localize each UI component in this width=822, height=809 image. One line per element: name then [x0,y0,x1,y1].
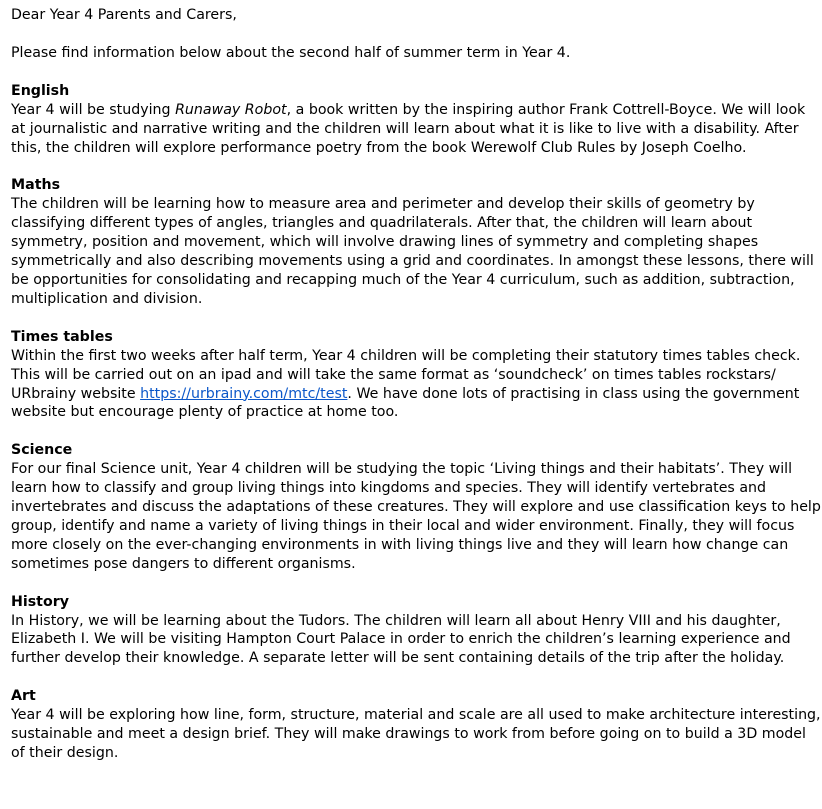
science-heading: Science [11,442,73,459]
times-tables-heading: Times tables [11,328,113,345]
times-tables-paragraph [11,347,822,423]
intro-paragraph: Please find information below about the second half of summer term in Year 4. [11,44,571,61]
maths-heading: Maths [11,177,61,194]
spacer [11,668,822,687]
spacer [11,574,822,593]
english-text-before: Year 4 will be studying [11,101,176,118]
times-tables-text-after: . We have done lots of practising in class using the government website but encourage plenty of practice at home too. [11,385,800,421]
english-book-title: Runaway Robot [175,101,287,118]
greeting: Dear Year 4 Parents and Carers, [11,7,237,23]
history-paragraph: In History, we will be learning about the Tudors. The children will learn all about Henry VIII and his daughter, Elizabeth I. We will be visiting Hampton Court Palace in order to enrich the children’s learning experience and further develop their knowledge. A separate letter will be sent containing details of the trip after the holiday. [11,612,791,667]
english-paragraph [11,101,822,158]
history-heading: History [11,593,69,610]
spacer [11,63,822,82]
urbrainy-link[interactable]: https://urbrainy.com/mtc/test [140,385,348,402]
art-heading: Art [11,688,36,705]
spacer [11,25,822,44]
english-text-after: , a book written by the inspiring author Frank Cottrell-Boyce. We will look at journalistic and narrative writing and the children will learn about what it is like to live with a disability. After this, the children will explore performance poetry from the book Werewolf Club Rules by Joseph Coelho. [11,101,806,156]
spacer [11,157,822,176]
science-paragraph: For our final Science unit, Year 4 children will be studying the topic ‘Living things and their habitats’. They will learn how to classify and group living things into kingdoms and species. They will identify vertebrates and invertebrates and discuss the adaptations of these creatures. They will explore and use classification keys to help group, identify and name a variety of living things in their local and wider environment. Finally, they will focus more closely on the ever-changing environments in with living things live and they will learn how change can sometimes pose dangers to different organisms. [11,461,821,572]
english-heading: English [11,82,70,99]
times-tables-text-before: Within the first two weeks after half term, Year 4 children will be completing their statutory times tables check. This will be carried out on an ipad and will take the same format as ‘soundcheck’ on times tables rockstars/ URbrainy website [11,347,801,402]
maths-paragraph: The children will be learning how to measure area and perimeter and develop their skills of geometry by classifying different types of angles, triangles and quadrilaterals. After that, the children will learn about symmetry, position and movement, which will involve drawing lines of symmetry and completing shapes symmetrically and also describing movements using a grid and coordinates. In amongst these lessons, there will be opportunities for consolidating and recapping much of the Year 4 curriculum, such as addition, subtraction, multiplication and division. [11,196,814,307]
art-paragraph: Year 4 will be exploring how line, form, structure, material and scale are all used to make architecture interesting, sustainable and meet a design brief. They will make drawings to work from before going on to build a 3D model of their design. [11,707,821,761]
spacer [11,309,822,328]
spacer [11,422,822,441]
